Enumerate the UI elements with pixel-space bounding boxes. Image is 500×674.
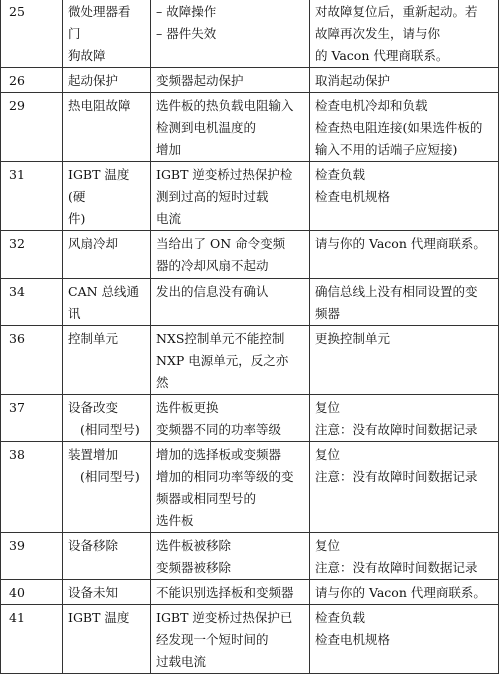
fault-row-25 (1, 0, 499, 68)
fault-cause-line: 选件板 (156, 513, 194, 528)
fault-cause-line: 选件板更换 (156, 400, 219, 415)
fault-action-cell (310, 605, 499, 674)
fault-row-41 (1, 605, 499, 674)
fault-action-line: 故障再次发生，请与你 (315, 26, 441, 41)
fault-action-line: 输入不用的话端子应短接) (315, 142, 458, 157)
fault-action-cell (310, 442, 499, 533)
fault-code-cell (1, 605, 63, 674)
fault-code-cell (1, 162, 63, 231)
fault-cause-line: 增加的选择板或变频器 (156, 447, 282, 462)
fault-code-cell (1, 533, 63, 580)
fault-cause-line: 选件板的热负载电阻输入 (156, 98, 294, 113)
fault-cause-cell (151, 162, 310, 231)
fault-cause-line: NXP 电源单元，反之亦 (156, 353, 289, 368)
fault-name-cell (63, 326, 151, 395)
fault-cause-cell (151, 442, 310, 533)
fault-action-line: 的 Vacon 代理商联系。 (315, 48, 449, 63)
fault-code-cell (1, 68, 63, 93)
fault-cause-line: 电流 (156, 211, 182, 226)
fault-cause-cell (151, 533, 310, 580)
fault-row-38 (1, 442, 499, 533)
fault-name-line: IGBT 温度 (68, 167, 130, 182)
fault-action-cell (310, 326, 499, 395)
fault-row-39 (1, 533, 499, 580)
fault-action-line: 注意：没有故障时间数据记录 (315, 422, 478, 437)
fault-cause-line: 当给出了 ON 命令变频 (156, 236, 286, 251)
fault-cause-line: 增加的相同功率等级的变 (156, 469, 294, 484)
fault-code-line: 31 (9, 167, 25, 182)
fault-name-cell (63, 68, 151, 93)
fault-cause-cell (151, 0, 310, 68)
fault-name-line: 件) (68, 211, 86, 226)
fault-action-line: 检查电机冷却和负载 (315, 98, 428, 113)
fault-cause-line: 不能识别选择板和变频器 (156, 585, 294, 600)
fault-code-cell (1, 442, 63, 533)
fault-name-line: 热电阻故障 (68, 98, 131, 113)
fault-cause-line: 器的冷却风扇不起动 (156, 258, 269, 273)
fault-cause-line: – 器件失效 (156, 26, 217, 41)
fault-action-line: 检查负载 (315, 167, 366, 182)
fault-name-cell (63, 442, 151, 533)
fault-name-line: 起动保护 (68, 73, 119, 88)
fault-action-line: 更换控制单元 (315, 331, 391, 346)
fault-action-line: 频器 (315, 306, 341, 321)
fault-cause-cell (151, 68, 310, 93)
fault-action-line: 注意：没有故障时间数据记录 (315, 469, 478, 484)
fault-code-cell (1, 0, 63, 68)
fault-code-line: 29 (9, 98, 25, 113)
fault-row-40 (1, 580, 499, 605)
fault-name-line: 设备移除 (68, 538, 119, 553)
fault-code-line: 36 (9, 331, 25, 346)
fault-table-body (1, 0, 499, 674)
fault-code-cell (1, 93, 63, 162)
fault-action-cell (310, 93, 499, 162)
fault-row-31 (1, 162, 499, 231)
fault-code-line: 34 (9, 284, 25, 299)
fault-cause-cell (151, 279, 310, 326)
fault-action-cell (310, 68, 499, 93)
fault-action-cell (310, 0, 499, 68)
fault-name-line: (硬 (68, 189, 86, 204)
fault-name-line: IGBT 温度 (68, 610, 130, 625)
fault-action-line: 取消起动保护 (315, 73, 391, 88)
fault-action-cell (310, 580, 499, 605)
fault-action-line: 检查电机规格 (315, 632, 391, 647)
fault-code-line: 38 (9, 447, 25, 462)
fault-code-line: 39 (9, 538, 25, 553)
fault-name-cell (63, 395, 151, 442)
fault-code-cell (1, 279, 63, 326)
fault-name-cell (63, 533, 151, 580)
fault-code-cell (1, 395, 63, 442)
fault-action-line: 复位 (315, 400, 341, 415)
fault-cause-line: 经发现一个短时间的 (156, 632, 269, 647)
fault-cause-line: – 故障操作 (156, 4, 217, 19)
fault-code-cell (1, 231, 63, 279)
fault-cause-line: NXS控制单元不能控制 (156, 331, 285, 346)
fault-name-line: CAN 总线通 (68, 284, 140, 299)
fault-name-line: 风扇冷却 (68, 236, 119, 251)
fault-name-cell (63, 0, 151, 68)
fault-name-line: 控制单元 (68, 331, 119, 346)
fault-name-line: 微处理器看 (68, 4, 131, 19)
fault-cause-line: 变频器被移除 (156, 560, 232, 575)
fault-cause-cell (151, 326, 310, 395)
fault-name-cell (63, 93, 151, 162)
fault-action-line: 检查负载 (315, 610, 366, 625)
fault-cause-line: 变频器不同的功率等级 (156, 422, 282, 437)
fault-row-32 (1, 231, 499, 279)
fault-name-cell (63, 279, 151, 326)
fault-name-line: 设备改变 (68, 400, 119, 415)
fault-code-cell (1, 580, 63, 605)
fault-cause-cell (151, 605, 310, 674)
fault-name-cell (63, 231, 151, 279)
fault-action-line: 确信总线上没有相同设置的变 (315, 284, 478, 299)
fault-action-line: 检查电机规格 (315, 189, 391, 204)
fault-action-cell (310, 279, 499, 326)
fault-action-cell (310, 231, 499, 279)
fault-action-line: 复位 (315, 447, 341, 462)
fault-cause-line: 发出的信息没有确认 (156, 284, 269, 299)
fault-row-37 (1, 395, 499, 442)
fault-cause-line: 过载电流 (156, 654, 207, 669)
fault-action-line: 对故障复位后，重新起动。若 (315, 4, 478, 19)
fault-action-line: 检查热电阻连接(如果选件板的 (315, 120, 483, 135)
fault-row-34 (1, 279, 499, 326)
fault-code-line: 32 (9, 236, 25, 251)
fault-name-cell (63, 162, 151, 231)
fault-cause-line: 频器或相同型号的 (156, 491, 257, 506)
fault-action-cell (310, 162, 499, 231)
fault-action-cell (310, 533, 499, 580)
fault-action-line: 复位 (315, 538, 341, 553)
fault-cause-cell (151, 580, 310, 605)
fault-cause-cell (151, 93, 310, 162)
fault-name-line: 讯 (68, 306, 81, 321)
fault-row-36 (1, 326, 499, 395)
fault-name-cell (63, 580, 151, 605)
fault-cause-line: 增加 (156, 142, 182, 157)
fault-name-line: 门 (68, 26, 81, 41)
fault-action-cell (310, 395, 499, 442)
fault-code-line: 37 (9, 400, 25, 415)
fault-code-line: 26 (9, 73, 25, 88)
fault-cause-line: 检测到电机温度的 (156, 120, 257, 135)
fault-cause-cell (151, 231, 310, 279)
fault-cause-line: 变频器起动保护 (156, 73, 244, 88)
fault-cause-cell (151, 395, 310, 442)
fault-code-line: 41 (9, 610, 25, 625)
fault-code-line: 40 (9, 585, 25, 600)
fault-code-cell (1, 326, 63, 395)
fault-cause-line: 然 (156, 375, 169, 390)
fault-name-line: (相同型号) (80, 469, 140, 484)
fault-cause-line: 选件板被移除 (156, 538, 232, 553)
fault-row-29 (1, 93, 499, 162)
fault-action-line: 注意：没有故障时间数据记录 (315, 560, 478, 575)
fault-name-line: 狗故障 (68, 48, 106, 63)
fault-name-line: (相同型号) (80, 422, 140, 437)
fault-row-26 (1, 68, 499, 93)
fault-name-line: 设备未知 (68, 585, 119, 600)
fault-action-line: 请与你的 Vacon 代理商联系。 (315, 236, 486, 251)
fault-name-line: 装置增加 (68, 447, 119, 462)
fault-cause-line: IGBT 逆变桥过热保护已 (156, 610, 293, 625)
fault-name-cell (63, 605, 151, 674)
fault-code-line: 25 (9, 4, 25, 19)
fault-cause-line: 测到过高的短时过载 (156, 189, 269, 204)
fault-cause-line: IGBT 逆变桥过热保护检 (156, 167, 293, 182)
fault-action-line: 请与你的 Vacon 代理商联系。 (315, 585, 486, 600)
